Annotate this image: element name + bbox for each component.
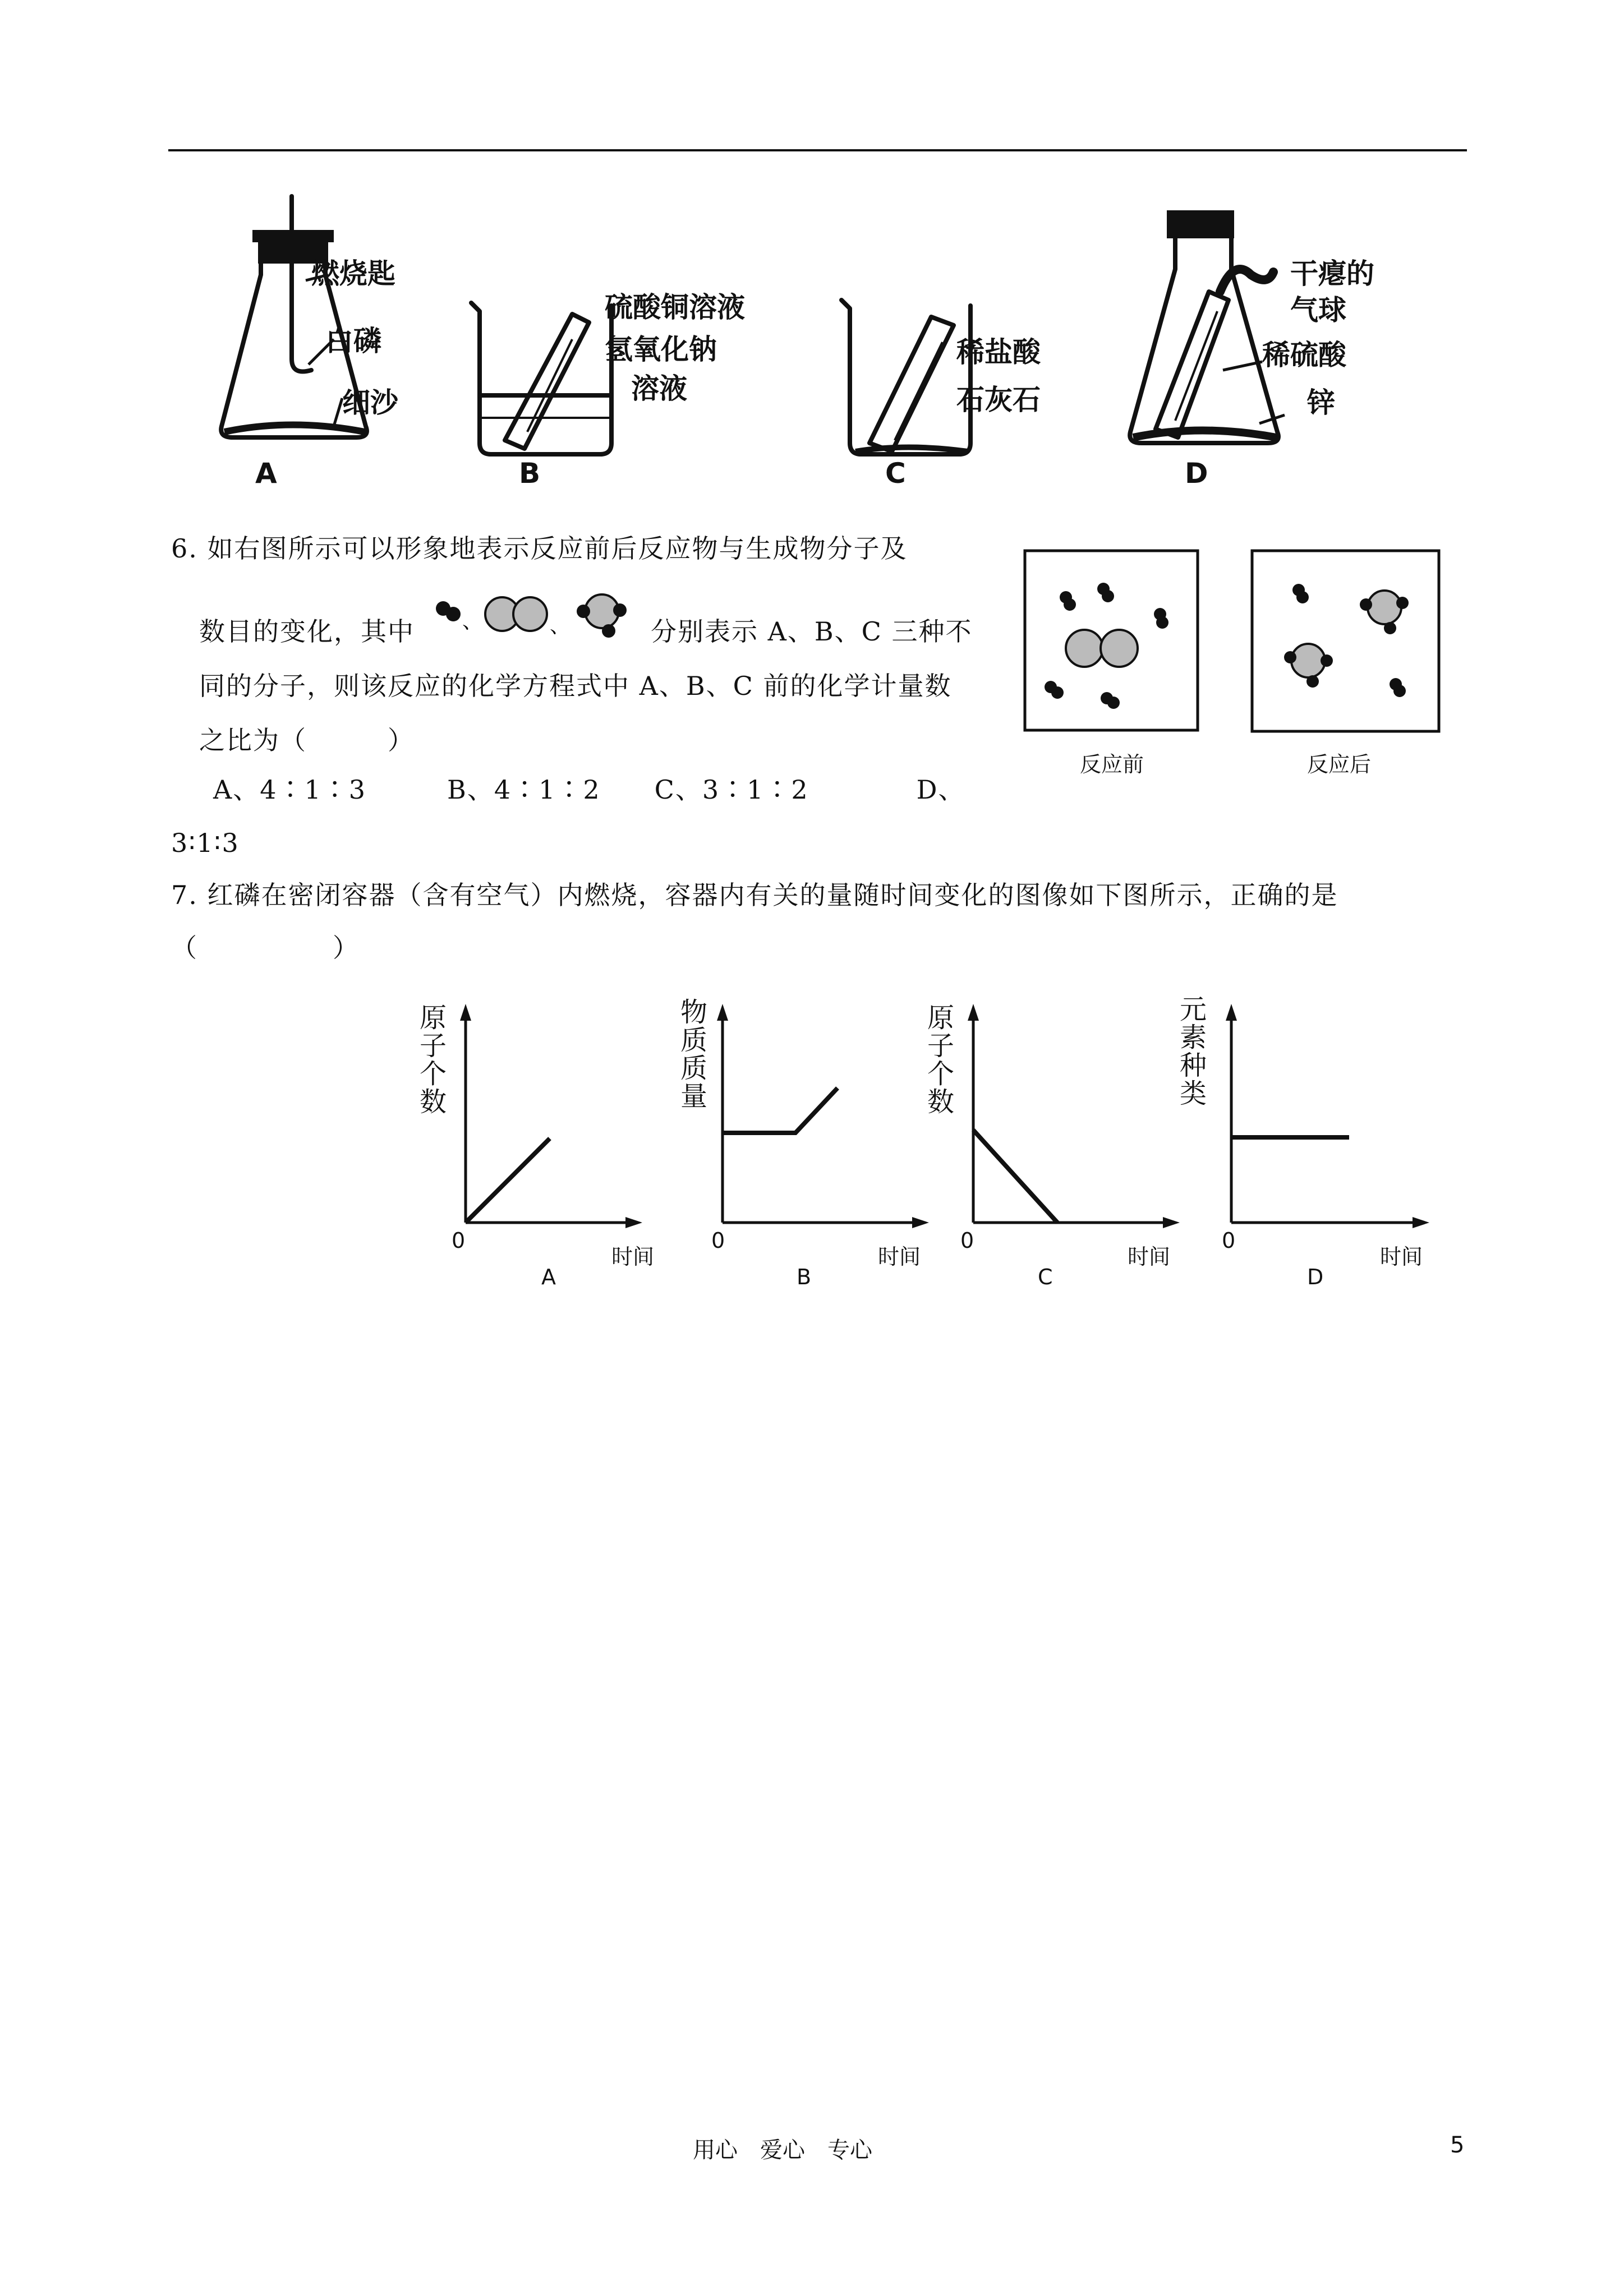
header-rule (168, 149, 1467, 151)
graph-b-origin: 0 (711, 1228, 725, 1253)
label-combustion-spoon: 燃烧匙 (311, 257, 395, 290)
graph-c-xlabel: 时间 (1128, 1244, 1171, 1269)
q6-before-box (1024, 550, 1203, 735)
label-deflated: 干瘪的 (1290, 257, 1374, 290)
graph-d-caption: D (1307, 1265, 1324, 1289)
graph-a-xlabel: 时间 (611, 1244, 655, 1269)
q6-line-3: 同的分子，则该反应的化学方程式中 A、B、C 前的化学计量数 (199, 671, 952, 701)
graph-a-origin: 0 (452, 1228, 466, 1253)
caption-a: A (255, 457, 277, 490)
q7-line-2: （ ） (171, 933, 360, 963)
page-number: 5 (1450, 2132, 1465, 2158)
label-zinc: 锌 (1307, 386, 1335, 419)
q7-line-1: 7. 红磷在密闭容器（含有空气）内燃烧，容器内有关的量随时间变化的图像如下图所示，正确的是 (171, 880, 1338, 910)
caption-b: B (519, 457, 541, 490)
graph-c-ylabel: 原子个数 (927, 1002, 954, 1118)
graph-a-line (466, 1138, 550, 1223)
caption-c: C (885, 457, 906, 490)
q6-line-2b: 分别表示 A、B、C 三种不 (651, 616, 973, 647)
graph-d-xlabel: 时间 (1380, 1244, 1423, 1269)
graph-c (956, 998, 1192, 1234)
graph-c-origin: 0 (960, 1228, 974, 1253)
graph-b-ylabel: 物质质量 (680, 997, 707, 1112)
graph-b-xlabel: 时间 (878, 1244, 921, 1269)
q6-after-label: 反应后 (1307, 752, 1372, 777)
graph-a-ylabel: 原子个数 (419, 1002, 447, 1118)
graph-c-line (973, 1130, 1057, 1223)
q6-before-label: 反应前 (1080, 752, 1144, 777)
label-solution: 溶液 (631, 372, 687, 405)
q6-line-1: 6. 如右图所示可以形象地表示反应前后反应物与生成物分子及 (171, 533, 908, 564)
graph-c-caption: C (1038, 1265, 1053, 1289)
graph-d-ylabel: 元素种类 (1179, 994, 1207, 1109)
svg-text:、: 、 (550, 615, 571, 638)
apparatus-d-flask (1116, 202, 1352, 460)
q6-options-wrap: 3∶1∶3 (171, 828, 240, 858)
svg-text:、: 、 (462, 610, 483, 633)
graph-b (706, 998, 908, 1234)
graph-a (449, 998, 651, 1234)
label-balloon: 气球 (1290, 294, 1346, 326)
label-copper-sulfate: 硫酸铜溶液 (605, 291, 745, 324)
caption-d: D (1185, 457, 1208, 490)
label-white-phosphorus: 白磷 (325, 325, 381, 357)
q6-options: A、4∶1∶3 B、4∶1∶2 C、3∶1∶2 D、 (213, 774, 965, 805)
graph-b-line (723, 1088, 838, 1133)
q6-after-box (1251, 550, 1447, 735)
graph-a-caption: A (541, 1265, 556, 1289)
graph-d-origin: 0 (1222, 1228, 1236, 1253)
label-sodium-hydroxide: 氢氧化钠 (605, 333, 717, 366)
q6-line-2a: 数目的变化，其中 (199, 616, 415, 647)
label-dilute-hcl: 稀盐酸 (956, 336, 1041, 368)
graph-b-caption: B (797, 1265, 812, 1289)
label-limestone: 石灰石 (956, 384, 1041, 416)
label-fine-sand: 细沙 (342, 386, 398, 419)
graph-d (1214, 998, 1450, 1234)
apparatus-c-beaker (833, 292, 1013, 471)
footer-motto: 用心 爱心 专心 (693, 2137, 872, 2163)
q6-line-4: 之比为（ ） (199, 725, 415, 755)
q6-molecule-legend (432, 589, 656, 651)
label-dilute-sulfuric: 稀硫酸 (1262, 339, 1346, 371)
apparatus-a-flask (208, 191, 432, 449)
